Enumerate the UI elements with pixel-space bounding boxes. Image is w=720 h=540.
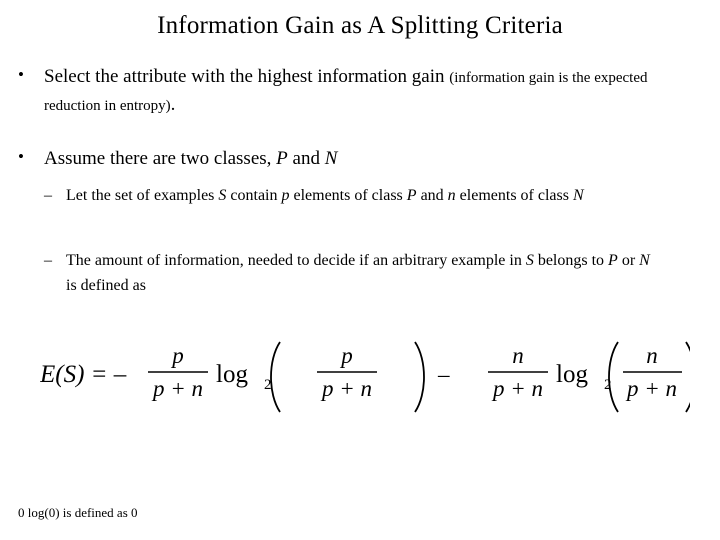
svg-text:p + n: p + n bbox=[321, 376, 373, 401]
sb2-part-0: The amount of information, needed to decide if an arbitrary example in bbox=[66, 252, 526, 269]
bullet-text-2 bbox=[44, 145, 678, 173]
formula-svg bbox=[40, 330, 690, 425]
bullet-2-main-b: and bbox=[287, 148, 325, 169]
sb2-part-4: or bbox=[617, 252, 640, 269]
bullet-2-main-a: Assume there are two classes, bbox=[44, 148, 277, 169]
subbullet-text-1 bbox=[66, 184, 664, 209]
svg-text:p + n: p + n bbox=[626, 376, 678, 401]
bullet-1-main: Select the attribute with the highest information gain bbox=[44, 66, 450, 87]
svg-text:log: log bbox=[556, 361, 588, 388]
svg-text:2: 2 bbox=[264, 377, 272, 393]
sb1-part-5: P bbox=[406, 187, 417, 204]
svg-text:p + n: p + n bbox=[152, 376, 204, 401]
svg-text:n: n bbox=[646, 343, 658, 368]
svg-text:p: p bbox=[172, 343, 184, 368]
subbullet-item-1 bbox=[44, 184, 664, 209]
svg-text:–: – bbox=[438, 362, 450, 387]
svg-text:n: n bbox=[512, 343, 524, 368]
sb1-part-7: n bbox=[447, 187, 456, 204]
svg-text:p: p bbox=[341, 343, 353, 368]
bullet-text-1 bbox=[44, 63, 678, 118]
footnote: 0 log(0) is defined as 0 bbox=[18, 505, 138, 520]
sb2-part-1: S bbox=[525, 252, 534, 269]
bullet-marker: • bbox=[18, 65, 24, 84]
subbullet-item-2 bbox=[44, 249, 664, 299]
subbullet-text-2 bbox=[66, 249, 664, 299]
bullet-1-tail: . bbox=[170, 93, 176, 115]
entropy-formula bbox=[40, 330, 690, 425]
sb2-part-5: N bbox=[639, 252, 650, 269]
sb1-part-6: and bbox=[416, 187, 448, 204]
sb1-part-4: elements of class bbox=[289, 187, 407, 204]
sb1-part-0: Let the set of examples bbox=[66, 187, 219, 204]
bullet-1-paren-close: ) bbox=[165, 97, 171, 114]
bullet-1-paren-open: ( bbox=[449, 70, 455, 86]
bullet-2-var-p: P bbox=[276, 148, 288, 169]
bullet-item-1 bbox=[18, 63, 678, 118]
sb2-part-3: P bbox=[608, 252, 618, 269]
bullet-2-var-n: N bbox=[324, 148, 338, 169]
svg-text:p + n: p + n bbox=[492, 376, 544, 401]
sb2-part-6: is defined as bbox=[66, 276, 146, 294]
sb2-part-2: belongs to bbox=[533, 252, 609, 269]
sb1-part-2: contain bbox=[226, 187, 282, 204]
sb1-part-1: S bbox=[218, 187, 227, 204]
bullet-1-small-text: information gain is the expected reduction in entropy bbox=[44, 70, 648, 114]
sb1-part-9: N bbox=[572, 187, 584, 204]
bullet-item-2 bbox=[18, 145, 678, 173]
subbullet-marker: – bbox=[44, 252, 52, 269]
page-title: Information Gain as A Splitting Criteria bbox=[157, 12, 563, 39]
subbullet-marker: – bbox=[44, 187, 52, 204]
bullet-marker: • bbox=[18, 147, 24, 166]
svg-text:E(S) = –: E(S) = – bbox=[40, 361, 127, 388]
svg-text:2: 2 bbox=[604, 377, 612, 393]
sb1-part-3: p bbox=[281, 187, 290, 204]
sb1-part-8: elements of class bbox=[455, 187, 573, 204]
svg-text:log: log bbox=[216, 361, 248, 388]
